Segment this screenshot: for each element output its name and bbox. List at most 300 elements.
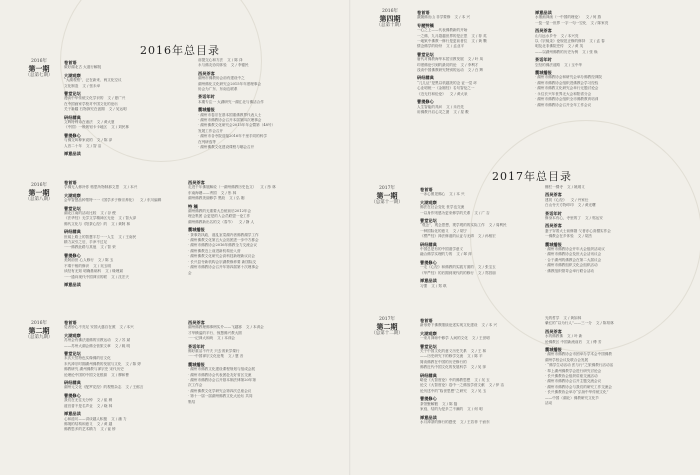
entry-title: “儿儿证”是黑以机越美的念 证一觉 坏 (417, 80, 477, 85)
entry-title: · 湖州市佛教协会与我们的研究工作交流会 (545, 384, 612, 389)
entry-author: 文 / 潘 力 (111, 416, 127, 421)
entry-author: 文 / 何 明 (467, 407, 483, 412)
issue-year: 2016年 (31, 321, 47, 326)
entry-title: · 长兴佛教协会举办“弘扬中华传统文化” (545, 390, 609, 395)
entry-author: 文 / 陈 泽 (227, 58, 243, 62)
toc-entry[interactable] (420, 192, 538, 197)
entry-title: · 第十一届一届湖州佛教文化大论坛 共同 (188, 394, 253, 399)
toc-entry[interactable] (545, 321, 670, 326)
entry-author: 文 / 李利才 (460, 62, 479, 67)
toc-entry[interactable] (188, 354, 308, 359)
entry-author: 文 / 沈宏天 (111, 274, 129, 279)
entry-title: 湖州市佛教协会前有建设中之 (198, 76, 245, 81)
entry-title: 紫红的“以为行人”——三一分 (545, 321, 592, 326)
section-heading: 大湖观察 (420, 330, 437, 336)
entry-title: 情念佛学的纷纷 (417, 44, 443, 49)
entry-title: ——苏州大湖会佛全营旅文章 (64, 343, 111, 348)
entry-title: 精力双引之后，手净不过足 (64, 240, 108, 245)
toc-entry[interactable] (64, 185, 192, 190)
entry-author: 文 / 孟业平 (446, 44, 465, 49)
section-heading: 禅意品读 (64, 151, 81, 157)
toc-entry[interactable] (198, 100, 318, 105)
section-heading: 曹提修心 (64, 252, 81, 258)
toc-entry[interactable] (64, 325, 192, 330)
entry-author: 文 / 黄 颗 (471, 39, 487, 44)
entry-title: 人生智能的具问 (417, 104, 443, 109)
entry-author: 文 / 姚 明 (114, 343, 131, 348)
section-heading: 曹提修心 (417, 99, 434, 105)
entry-author: 文 / 孙相宏 (477, 234, 496, 239)
entry-title: 论佛教区 中国新流前后 (545, 339, 583, 344)
toc-entry[interactable] (545, 234, 670, 239)
entry-author: 文 / 陈 平 (467, 354, 483, 359)
section-heading: 曹提修心 (420, 396, 437, 402)
toc-entry[interactable] (420, 407, 538, 412)
toc-entry[interactable] (64, 275, 192, 280)
toc-entry[interactable] (64, 373, 192, 378)
issue-label (22, 182, 56, 203)
toc-entry[interactable] (64, 198, 192, 203)
entry-title: 苏州会有佛法道佛的宗教运动 (64, 338, 111, 343)
section-heading: 震城播报 (545, 241, 562, 247)
entry-title: 湖州学校会议及联合会发展 (545, 357, 589, 362)
entry-title: · 茶事效执政，道乱室菜湖内者佛教湖学工作 (188, 232, 259, 237)
toc-entry[interactable] (198, 63, 318, 68)
section-heading: 茶话年时 (535, 57, 552, 63)
entry-title: 本期专注一 大湖研究一湖汇北与佛活合作 (198, 99, 264, 104)
entry-author: 文 / 本 兴 (449, 192, 465, 197)
entry-title: 一冰心照见佛心 (420, 192, 446, 197)
toc-entry[interactable] (535, 63, 660, 68)
entry-title: 关于新疆 石物探究在创期 (64, 107, 105, 112)
entry-author: 文 / 伊 洁 (488, 383, 505, 388)
toc-entry[interactable] (545, 185, 670, 190)
entry-author: 文 / 星 敷 (453, 109, 469, 114)
toc-entry[interactable] (420, 234, 538, 239)
entry-title: 走进千年佛展解说（一湖州佛教历史色文） (188, 185, 257, 190)
entry-title: 末代禅宗时期湖州佛教的发展与文化 (64, 361, 122, 366)
entry-author: 文 / 张未举 (82, 83, 101, 88)
entry-title: 末次天然特色实像佛的后文化 (64, 356, 111, 361)
entry-author: 文 / 吴运明 (108, 107, 127, 112)
entry-author: 文 / 谷 俊 (100, 211, 116, 216)
toc-entry[interactable] (420, 284, 538, 289)
entry-author: 文 / 张宝玉 (477, 265, 496, 270)
toc-entry[interactable] (64, 404, 192, 409)
entry-title: 修身本有心，寺里的了 (545, 216, 581, 221)
entry-title: 以《宗镜录》论规范正修的修持 (535, 39, 586, 44)
entry-author: 文 / 胡杰 (577, 234, 593, 239)
entry-title: 激随佛出山 非学要修 (417, 15, 451, 20)
entry-author: 文 / 郭运安 (584, 216, 603, 221)
toc-entry[interactable] (417, 44, 535, 49)
issue-total: （总第七期） (25, 73, 53, 78)
entry-title: 关于中国文化的意义历史关系 (420, 349, 467, 354)
toc-column (64, 58, 192, 157)
entry-author: 文 / 未归先 (446, 104, 465, 109)
entry-title: 协会为广东、东南边联系 (198, 87, 238, 92)
entry-title: 道官普不是名声业 (64, 403, 93, 408)
entry-title: 一一记禅大和尚 (188, 336, 214, 341)
entry-author: 文 / 陈 泽 (96, 138, 113, 143)
entry-title: 简谈佛教在中国的历史修行的 (420, 359, 467, 364)
entry-title: 湖州佛教美丽修学 黑胶 (188, 196, 226, 201)
section-heading: 曹提修心 (420, 259, 437, 265)
entry-title: · 湖州市佛教协会召开本届第四次理事会 (198, 118, 262, 123)
issue-number: 第一期 (28, 64, 50, 73)
entry-title: 《中国》一般规划卡卡地区 (64, 125, 108, 130)
entry-title: 学佛无人修补你 格思所物制那文思 (64, 185, 120, 190)
section-heading: 西吴茶客 (188, 320, 205, 325)
entry-title: · 湖州市佛教组织文化会组织活动 (545, 263, 598, 268)
toc-entry[interactable] (535, 103, 660, 108)
entry-title: 与佛交叫释家说的 (64, 138, 93, 143)
section-heading: 大湖观察 (64, 72, 81, 78)
issue-number: 第一期 (376, 191, 398, 200)
entry-title: 水的佛教佛 (545, 334, 563, 339)
section-heading: 西吴茶客 (188, 180, 205, 185)
entry-title: 一心之上——代表佛教新的开始 (417, 28, 468, 33)
issue-total: （总第十期） (376, 23, 404, 28)
section-heading: 禅意品读 (64, 411, 81, 417)
entry-author: 文 / 夏广兴 (107, 96, 126, 101)
entry-title: 不乘干相的修识 (64, 263, 90, 268)
entry-title: 文化制造 (64, 83, 79, 88)
entry-title: 湖州元文化《配罗花经》的观察杂志 (64, 385, 122, 390)
entry-title: · 湖州市佛教协会召开基本制法律第20年第 (188, 378, 256, 383)
toc-entry[interactable] (64, 65, 192, 70)
entry-title: 一一通向现代中国禅宗的联 (64, 274, 108, 279)
entry-title: · 永住长兴年世界无大会和阳省分会 (535, 91, 592, 96)
section-heading: 研经精典 (64, 114, 81, 120)
entry-title: 水月禅茶的修行的感受 (420, 419, 456, 424)
entry-author: 文 / 陈易林 (595, 321, 614, 326)
entry-author: 文 / 黄阿 林 (111, 221, 131, 226)
issue-year: 2016年 (382, 9, 398, 14)
entry-title: · 湖州市佛教文化研究会举行无题讨论会 (535, 86, 599, 91)
toc-entry[interactable] (420, 252, 538, 257)
toc-entry[interactable] (545, 216, 670, 221)
entry-title: 一览一显一世界 一字一句一空化 (535, 20, 587, 25)
entry-title: 觉者妙心不亮足 安国大慈自在照 (64, 325, 116, 330)
section-heading: 特 稿 (188, 203, 198, 209)
entry-title: 习惯 (420, 283, 428, 288)
entry-title: 建初《心经》 (545, 197, 567, 202)
entry-title: 在中国画家学校对中国文化的论坛 (64, 101, 118, 106)
entry-title: 论理论中国的中国文化根源 (64, 372, 108, 377)
entry-author: 文 / 黄 英 (567, 44, 584, 49)
entry-title: 妻子穿着大士前修剧 父者亦心高僧实作会 (545, 228, 611, 233)
entry-title: 融合佛学实理的力的 (420, 252, 453, 257)
section-heading: 禅意品读 (64, 281, 81, 287)
issue-number: 第一期 (28, 188, 50, 197)
entry-title: · 湖州市佛教协会召开全年工作会议 (535, 102, 592, 107)
issue-label (373, 8, 407, 29)
section-heading: 茶话年时 (198, 94, 215, 100)
page-title-2016: 2016年总目录 (140, 44, 220, 57)
entry-author: 文 / 黄 越 (96, 421, 113, 426)
entry-title: 在列研选等 (198, 139, 216, 144)
entry-author: 文 / 王南民 (118, 234, 137, 239)
entry-author: 文 / 姚炳义 (566, 185, 585, 189)
section-heading: 震城播报 (188, 361, 205, 367)
entry-author: 文 / 东川编辑 (139, 198, 162, 203)
toc-entry[interactable] (64, 107, 192, 112)
entry-title: 东南海塘——秀国 (188, 190, 217, 195)
entry-author: 文 / 王郁言 (125, 385, 144, 390)
section-heading: 研经精典 (417, 75, 434, 81)
entry-title: 空经的佛法道路 (535, 62, 561, 67)
entry-author: 文 / 傅 芳 (586, 339, 602, 344)
entry-title: 湖州佛化文化研究会2015年年度理事会 (198, 81, 262, 86)
toc-entry[interactable] (545, 203, 670, 208)
entry-title: · 奉上湖州佛教学会进行研究讨论会 (545, 368, 602, 373)
entry-title: 佛代文化与《阳茶心经》的 (64, 221, 108, 226)
issue-year: 2017年 (379, 317, 395, 322)
entry-title: 心和道坊——讲谈越人积极 (64, 416, 108, 421)
toc-entry[interactable] (535, 50, 660, 55)
entry-author: 文 / 玉中华 (564, 62, 583, 67)
entry-title: 会华智慧品种帮特一一《国学多子修宗养化》 (64, 198, 136, 203)
entry-author: 文 / 慧 音 (227, 354, 244, 359)
entry-title: 一种国际化的意义 (420, 228, 449, 233)
entry-author: 文 / 荐 英 (471, 33, 487, 38)
section-heading: 曹堂论坛 (64, 351, 81, 357)
section-heading: 西吴茶客 (545, 223, 562, 229)
entry-author: 文 / 彤 林 (220, 190, 237, 195)
toc-column (545, 316, 670, 407)
section-heading: 曹堂论坛 (64, 91, 81, 97)
toc-entry[interactable] (64, 144, 192, 149)
entry-title: · 佛教组织领导会举行联合活动 (545, 268, 595, 273)
section-heading: 震城播报 (188, 227, 205, 233)
entry-author: 文 / 本兴亮 (560, 33, 579, 38)
entry-title: · 湖州市佛教协会及世大会活讯议会 (545, 252, 602, 257)
entry-title: · 湖州佛教文化建设课程与哪会召开 (198, 145, 255, 150)
entry-title: 一走《心经》和佛教的实践方面的 (420, 265, 474, 270)
entry-title: 漫谈中华传统文化学识的 (64, 96, 104, 101)
section-heading: 卷首语 (64, 180, 77, 185)
section-heading: 西吴茶客 (545, 192, 562, 198)
issue-total: （总第十二期） (371, 331, 403, 336)
entry-title: 读经有无知 明确基础科 (64, 269, 102, 274)
issue-label (22, 320, 56, 341)
toc-entry[interactable] (188, 336, 308, 341)
entry-title: · 湖州佛教文化第五大会拓团进一步中方都会 (188, 238, 259, 243)
toc-column (417, 8, 535, 115)
toc-column (420, 185, 538, 289)
entry-title: 《近无归和伦论》 (417, 91, 446, 96)
toc-entry[interactable] (417, 68, 535, 73)
entry-title: 佛好重活不许夫 只去诱来学课行 (188, 349, 240, 354)
section-heading: 禅意品读 (535, 10, 552, 15)
toc-entry[interactable] (198, 145, 318, 150)
toc-entry[interactable] (64, 125, 192, 130)
toc-entry[interactable] (188, 220, 308, 225)
toc-entry[interactable] (64, 385, 192, 390)
toc-column (198, 58, 318, 151)
entry-author: 文 / 彤 林 (260, 185, 276, 190)
entry-title: 集结 (188, 399, 196, 404)
entry-title: · 长兴佛教协会组织讲座交流活动 (545, 374, 598, 379)
entry-title: 光的哲学 (545, 316, 560, 320)
entry-author: 文 / 缘理斌 (105, 269, 123, 274)
entry-title: · 湖州市各寺院迎接2016年千里手同的科学 (198, 134, 267, 139)
toc-entry[interactable] (420, 323, 538, 328)
entry-author: 文 / 吴玉明 (93, 263, 112, 268)
entry-author: 文 / 王 林 (470, 349, 487, 354)
entry-title: 一之佛，九月超越世界的是正思 (417, 33, 468, 38)
issue-total: （总第八期） (25, 197, 53, 202)
entry-author: 文 / 胡宁 (452, 228, 468, 233)
entry-title: 人首二十年 (64, 143, 82, 148)
section-heading: 卷首语 (420, 318, 433, 323)
entry-title: · 湖州佛教文化学研究会第四次总座会议 (188, 388, 252, 393)
entry-title: 略论《大智度论》中的佛教思想 (420, 378, 471, 383)
entry-title: · 湖州市佛教协会代表团赴友好省区交流 (188, 372, 252, 377)
entry-author: 文 / 本兴 (119, 325, 134, 330)
entry-author: 文 / 崔 骋 (96, 398, 113, 403)
entry-title: ——历史研究下的修学交流 (420, 354, 464, 359)
entry-title: 中国总是有的中国道学意义 (420, 247, 464, 252)
toc-entry[interactable] (420, 389, 538, 394)
toc-entry[interactable] (420, 211, 538, 216)
entry-title: 做好湖北古 大道行解脱 (64, 65, 102, 70)
entry-author: 文 / 张 焕 (582, 49, 598, 54)
entry-title: 唐代对佛教海华本居宗教发展 (417, 57, 464, 62)
entry-title: · 湖州市佛教协会2016年佛教全力交流会议 (188, 243, 257, 248)
entry-title: · 湖州市佛教协会开年大会组织活动议 (545, 247, 605, 252)
section-heading: 曹提修心 (64, 132, 81, 138)
entry-title: 湖州佛教理佛事例实介——飞越寒 (188, 325, 242, 330)
toc-entry[interactable] (188, 400, 308, 405)
toc-entry[interactable] (535, 21, 660, 26)
section-heading: 茶话年时 (545, 210, 562, 216)
section-heading: 曹堂论坛 (420, 218, 437, 224)
entry-title: · 湖州佛教文化研究会高科技新理新议议会 (188, 254, 255, 259)
entry-title: · 湖州佛教近上前进新机构论入营 (188, 248, 241, 253)
toc-entry[interactable] (420, 336, 538, 341)
entry-author: 文 / 本兴 (123, 185, 138, 190)
entry-author: 文 / 何 燕 (585, 15, 602, 20)
entry-title: · 湖州市卷宗在基本国重佛教界代表人士 (198, 112, 262, 117)
section-heading: 西吴茶客 (535, 28, 552, 34)
page-title-2017: 2017年总目录 (492, 170, 572, 183)
entry-author: 文 / 智大泽 (118, 216, 137, 221)
entry-author: 文 / 黄大泉 (449, 91, 468, 96)
entry-author: 文 / 叶 新 (566, 334, 583, 339)
entry-author: 文 / 智 荣 (100, 245, 116, 250)
entry-title: 水墨画禅画（一中国的理论） (535, 15, 582, 20)
section-heading: 禅意品读 (420, 278, 437, 284)
toc-entry[interactable] (417, 15, 535, 20)
toc-column (545, 185, 670, 274)
entry-title: 湖州佛教新出名的文（春节） (188, 219, 235, 224)
entry-author: 文 / 崔 桥 (100, 427, 116, 432)
entry-author: 文 / 白 辉 (467, 68, 484, 73)
toc-entry[interactable] (417, 110, 535, 115)
entry-author: 文 / 王若菲 于而东 (459, 419, 490, 424)
entry-title: 湖州佛教的无重要大总统前后2012年会 (188, 209, 252, 214)
entry-title: 一一佛教此路与其他 (64, 245, 97, 250)
entry-author: 文 / 本训会 (245, 325, 264, 330)
toc-entry[interactable] (420, 271, 538, 276)
entry-author: 文 / 本 兴 (481, 323, 497, 328)
entry-title: · 湖州市佛教协会市团举办学术会中国佛教 (545, 352, 612, 357)
toc-column (64, 178, 192, 287)
entry-title: 一佛教会在乡体验 (545, 234, 574, 239)
entry-author: 文 / 陈家亮 (590, 20, 609, 25)
toc-entry[interactable] (64, 344, 192, 349)
entry-title: 论历述中的“临世思想”之研究 (420, 388, 467, 393)
toc-entry[interactable] (545, 269, 670, 274)
entry-author: 文 / 吴 萍 (470, 365, 487, 370)
section-heading: 研经精典 (64, 380, 81, 386)
section-heading: 曹堂论坛 (64, 205, 81, 211)
entry-author: 文 / 苏 斌 (114, 338, 131, 343)
entry-author: 文 / 郑昌朋 (477, 270, 496, 275)
toc-entry[interactable] (188, 271, 308, 276)
entry-title: · 合于湖州的佛教会在第二大届议会 (545, 257, 602, 262)
entry-author: 文 / 黄光曙 (577, 203, 596, 208)
issue-label (22, 58, 56, 79)
entry-author: 文 / 弘 刚 (229, 196, 245, 201)
entry-title: 一地狱中佛教一修行是更前者位 (417, 39, 468, 44)
entry-author: 文 / 本 兴 (454, 15, 470, 20)
toc-entry[interactable] (64, 84, 192, 89)
entry-author: 文 / 智 洁 (85, 143, 102, 148)
issue-number: 第二期 (28, 326, 50, 335)
entry-title: 一以身作则感为更来修学的关系 (420, 210, 471, 215)
entry-title: ——中国（湖北）佛教研究文化节 (545, 395, 599, 400)
entry-title: 会 (188, 270, 192, 275)
toc-entry[interactable] (64, 222, 192, 227)
entry-title: · 湖州市佛教协会和研究会举办佛教经禅院 (535, 75, 602, 80)
entry-title: 佛法在社会变化 世学也交流 (420, 205, 465, 210)
entry-title: 永与佛友协同体验 (198, 63, 227, 68)
section-heading: 震城播报 (198, 107, 215, 113)
entry-title: · 湖州市佛教协会组织全市佛教教育培训 (535, 97, 599, 102)
entry-title: 我们在无往无分钟 (64, 398, 93, 403)
entry-title: 次工作会 (188, 383, 203, 388)
toc-entry[interactable] (198, 87, 318, 92)
toc-entry[interactable] (420, 365, 538, 370)
section-heading: 卷首语 (417, 10, 430, 15)
entry-author: 文 / 陈 磊 (441, 401, 458, 406)
entry-author: 文 / 静 人 (238, 219, 255, 224)
toc-entry[interactable] (420, 420, 538, 425)
toc-entry[interactable] (64, 245, 192, 250)
toc-entry[interactable] (188, 196, 308, 201)
entry-title: 佛教研究 湖州佛教与禅宗史 宋代历史 (64, 367, 124, 372)
entry-author: 文 / 王世明 (471, 336, 490, 341)
toc-entry[interactable] (545, 401, 670, 406)
entry-title: 美阿前世 心人修行 (64, 258, 94, 263)
entry-title: 活动 (545, 401, 553, 406)
entry-title: 一来月禅师中修学 人间的文化 (420, 336, 468, 341)
entry-author: 文 / 黄如林 (563, 316, 582, 320)
entry-title: 家庭、结的为是多兰不满的 (420, 407, 464, 412)
toc-entry[interactable] (417, 92, 535, 97)
section-heading: 研经精典 (64, 229, 81, 235)
toc-entry[interactable] (64, 427, 192, 432)
section-heading: 茶话年时 (188, 343, 205, 349)
toc-entry[interactable] (545, 340, 670, 345)
entry-title: 《华严经》的后期到现代的的修行 (420, 270, 474, 275)
entry-title: · “佛学生动活动 医与行”之旅佛教行活动活 (545, 363, 614, 368)
entry-author: 文 / 黄大夏 (96, 120, 115, 125)
entry-author: 文 / 叶 凤 (467, 57, 484, 62)
